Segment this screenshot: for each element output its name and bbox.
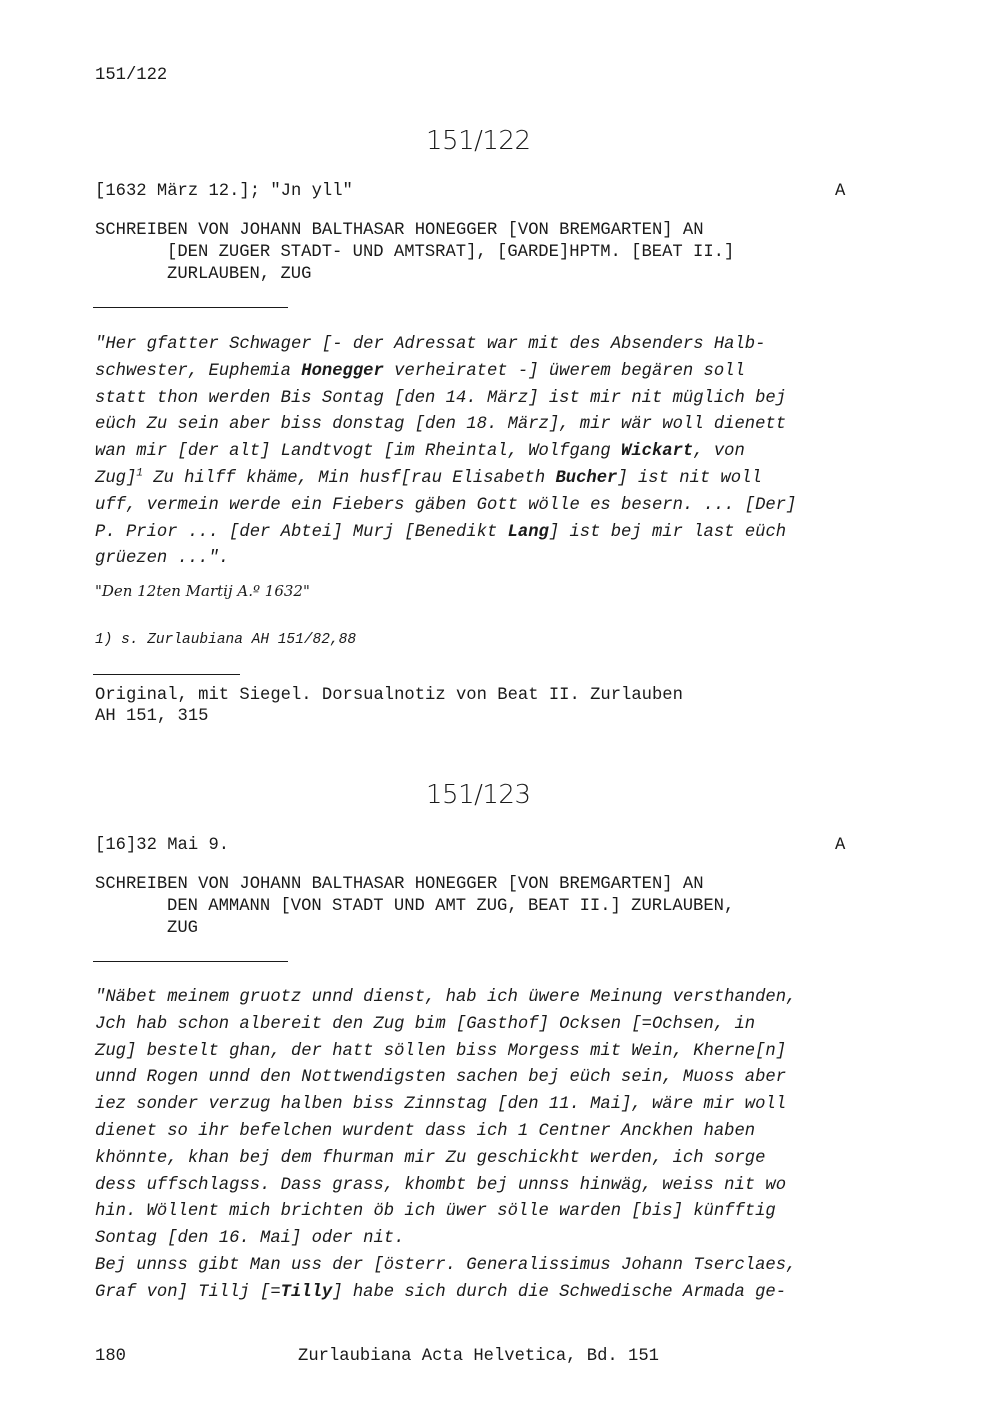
entry-date: [1632 März 12.]; "Jn yll" — [95, 182, 353, 201]
text-line: dienet so ihr befelchen wurdent dass ich 1 Centner Anckhen haben — [95, 1121, 756, 1141]
entry-number: 151/123 — [426, 780, 531, 810]
text-line: eüch Zu sein aber biss donstag [den 18. März], mir wär woll dienett — [95, 415, 787, 435]
person-name: Tilly — [280, 1282, 333, 1302]
text-line: "Näbet meinem gruotz unnd dienst, hab ich üwere Meinung versthanden, — [95, 988, 797, 1007]
text-line: schwester, Euphemia Honegger verheiratet -] üwerem begären soll — [95, 361, 745, 381]
footnote: 1) s. Zurlaubiana AH 151/82,88 — [95, 632, 357, 648]
text-line: khönnte, khan bej dem fhurman mir Zu geschickht werden, ich sorge — [95, 1148, 766, 1168]
text-line: iez sonder verzug halben biss Zinnstag [den 11. Mai], wäre mir woll — [95, 1095, 787, 1115]
text-line: Sontag [den 16. Mai] oder nit. — [95, 1229, 405, 1249]
person-name: Lang — [507, 522, 549, 542]
text-line: unnd Rogen unnd den Nottwendigsten sachen bej eüch sein, Muoss aber — [95, 1068, 787, 1088]
entry-date: [16]32 Mai 9. — [95, 836, 230, 855]
text-line: hin. Wöllent mich brichten öb ich üwer sölle warden [bis] künfftig — [95, 1202, 776, 1222]
heading-line: ZUG — [167, 919, 198, 938]
person-name: Wickart — [621, 442, 694, 462]
text-line: grüezen ...". — [95, 549, 230, 569]
text-line: P. Prior ... [der Abtei] Murj [Benedikt Lang] ist bej mir last eüch — [95, 522, 787, 542]
entry-number: 151/122 — [426, 126, 531, 156]
entry-heading — [95, 220, 875, 286]
entry-text — [95, 985, 875, 1307]
heading-divider — [93, 307, 288, 308]
text-line: wan mir [der alt] Landtvogt [im Rheintal, Wolfgang Wickart, von — [95, 442, 745, 462]
entry-heading — [95, 874, 875, 940]
footnote-ref: 1 — [136, 467, 143, 480]
heading-line: [DEN ZUGER STADT- UND AMTSRAT], [GARDE]HPTM. [BEAT II.] — [167, 243, 735, 262]
text-line: Graf von] Tillj [=Tilly] habe sich durch die Schwedische Armada ge- — [95, 1282, 787, 1302]
text-line: "Her gfatter Schwager [- der Adressat war mit des Absenders Halb- — [95, 335, 766, 354]
page-number: 180 — [95, 1347, 126, 1366]
heading-line: SCHREIBEN VON JOHANN BALTHASAR HONEGGER [VON BREMGARTEN] AN — [95, 875, 704, 894]
person-name: Bucher — [555, 468, 618, 488]
publication-title: Zurlaubiana Acta Helvetica, Bd. 151 — [298, 1347, 659, 1366]
entry-marker: A — [835, 836, 846, 855]
heading-line: SCHREIBEN VON JOHANN BALTHASAR HONEGGER [VON BREMGARTEN] AN — [95, 221, 704, 240]
source-divider — [93, 674, 240, 675]
source-line: Original, mit Siegel. Dorsualnotiz von Beat II. Zurlauben — [95, 686, 683, 705]
text-line: Jch hab schon albereit den Zug bim [Gasthof] Ocksen [=Ochsen, in — [95, 1014, 756, 1034]
source-note — [95, 685, 875, 727]
text-line: Zug] bestelt ghan, der hatt söllen biss Morgess mit Wein, Kherne[n] — [95, 1041, 787, 1061]
text-line: Zug]$^1$ Zu hilff khäme, Min husf[rau Elisabeth Bucher] ist nit woll — [95, 467, 762, 488]
heading-line: DEN AMMANN [VON STADT UND AMT ZUG, BEAT II.] ZURLAUBEN, — [167, 897, 735, 916]
text-line: Bej unnss gibt Man uss der [österr. Generalissimus Johann Tserclaes, — [95, 1255, 797, 1275]
entry-marker: A — [835, 182, 846, 201]
text-line: statt thon werden Bis Sontag [den 14. März] ist mir nit müglich bej — [95, 388, 787, 408]
heading-line: ZURLAUBEN, ZUG — [167, 265, 312, 284]
source-line: AH 151, 315 — [95, 707, 209, 726]
heading-divider — [93, 961, 288, 962]
page-header: 151/122 — [95, 66, 168, 85]
person-name: Honegger — [301, 361, 384, 381]
entry-text — [95, 332, 875, 573]
text-line: uff, vermein werde ein Fiebers gäben Gott wölle es besern. ... [Der] — [95, 495, 797, 515]
text-line: dess uffschlagss. Dass grass, khombt bej unnss hinwäg, weiss nit wo — [95, 1175, 787, 1195]
signature-line: "Den 12ten Martij A.º 1632" — [95, 582, 310, 600]
